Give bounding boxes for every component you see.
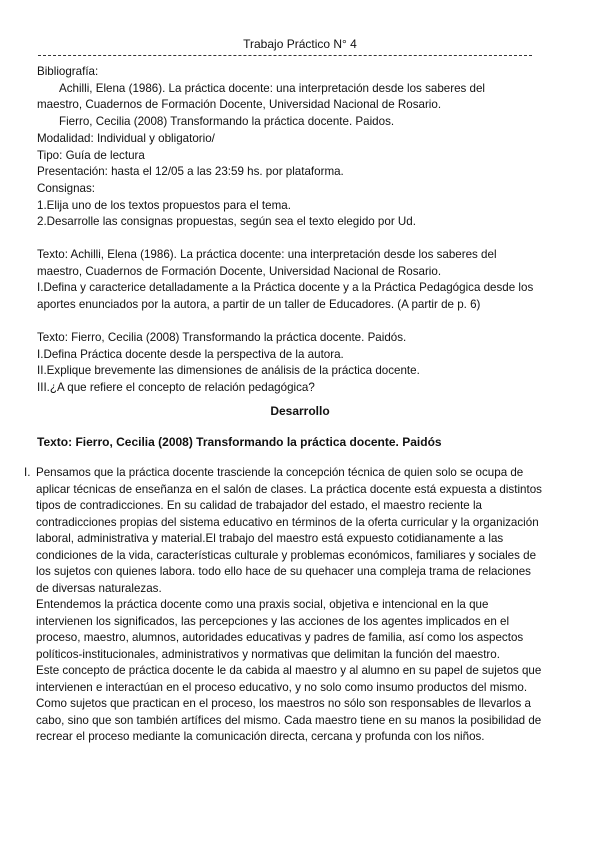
title-divider [38, 55, 532, 56]
instruction-line: aportes enunciados por la autora, a partir de un taller de Educadores. (A partir de p. 6) [37, 298, 481, 312]
header-line: Presentación: hasta el 12/05 a las 23:59 hs. por plataforma. [37, 165, 344, 179]
answer-line: laboral, administrativa y material.El trabajo del maestro está expuesto cotidianamente a las [36, 532, 504, 545]
development-title: Desarrollo [270, 404, 330, 418]
answer-line: Entendemos la práctica docente como una praxis social, objetiva e intencional en la que [36, 598, 489, 611]
answer-line: condiciones de la vida, características culturale y problemas económicos, familiares y sociales de [36, 548, 537, 562]
assignment-header [37, 64, 567, 397]
header-line: 2.Desarrolle las consignas propuestas, según sea el texto elegido por Ud. [37, 215, 416, 229]
header-line: Achilli, Elena (1986). La práctica docente: una interpretación desde los saberes del [59, 81, 486, 95]
answer-line: intervienen e interactúan en el proceso educativo, y no solo como insumo productos del mismo. [36, 680, 528, 694]
answer-line: intervienen los significados, las percepciones y las acciones de los agentes implicados en el [36, 614, 510, 628]
instruction-line: III.¿A que refiere el concepto de relación pedagógica? [37, 380, 315, 394]
answer-line: contradicciones propias del sistema educativo en términos de la oferta curricular y la organización [36, 515, 539, 529]
answer-line: Como sujetos que practican en el proceso, los maestros no sólo son responsables de llevarlos a [36, 697, 531, 710]
instruction-line: I.Defina Práctica docente desde la perspectiva de la autora. [37, 347, 344, 361]
answer-roman-numeral: I. [24, 466, 31, 479]
header-line: Consignas: [37, 181, 96, 195]
answer-block [24, 465, 584, 746]
answer-line: Este concepto de práctica docente le da cabida al maestro y al alumno en su papel de sujetos que [36, 664, 542, 677]
header-line: Modalidad: Individual y obligatorio/ [37, 131, 215, 145]
answer-line: proceso, maestro, alumnos, autoridades educativas y padres de familia, así como los aspectos [36, 631, 524, 644]
text1-instructions [37, 247, 567, 314]
instruction-line: II.Explique brevemente las dimensiones de análisis de la práctica docente. [37, 364, 420, 378]
answer-line: políticos-institucionales, administrativos y normativas que delimitan la función del maestro. [36, 647, 500, 661]
answer-line: cabo, sino que son también artífices del mismo. Cada maestro tiene en su manos la posibilidad de [36, 713, 542, 727]
header-line: Tipo: Guía de lectura [37, 148, 145, 162]
document-title: Trabajo Práctico N° 4 [243, 37, 357, 51]
answer-line: tipos de contradicciones. En su calidad de trabajador del estado, el maestro reciente la [36, 499, 482, 512]
answer-paragraphs [24, 465, 584, 746]
development-subtitle: Texto: Fierro, Cecilia (2008) Transformando la práctica docente. Paidós [37, 435, 442, 449]
header-line: Fierro, Cecilia (2008) Transformando la práctica docente. Paidos. [59, 115, 395, 129]
answer-line: aplicar técnicas de enseñanza en el salón de clases. La práctica docente está expuesta a distintos [36, 482, 542, 496]
answer-line: recrear el proceso mediante la comunicación directa, cercana y profunda con los niños. [36, 730, 485, 743]
header-line: Bibliografía: [37, 65, 99, 78]
answer-line: de diversas naturalezas. [36, 581, 162, 595]
instruction-line: Texto: Fierro, Cecilia (2008) Transformando la práctica docente. Paidós. [37, 330, 407, 344]
answer-line: Pensamos que la práctica docente trasciende la concepción técnica de quien solo se ocupa de [36, 466, 524, 479]
instruction-line: I.Defina y caracterice detalladamente a la Práctica docente y a la Práctica Pedagógica desde los [37, 281, 534, 295]
header-line: 1.Elija uno de los textos propuestos para el tema. [37, 198, 291, 212]
answer-line: los sujetos con quienes labora. todo ello hace de su quehacer una compleja trama de relaciones [36, 565, 531, 578]
text2-instructions [37, 330, 567, 397]
instruction-line: maestro, Cuadernos de Formación Docente, Universidad Nacional de Rosario. [37, 264, 442, 278]
header-line: maestro, Cuadernos de Formación Docente, Universidad Nacional de Rosario. [37, 98, 442, 112]
instruction-line: Texto: Achilli, Elena (1986). La práctica docente: una interpretación desde los saberes del [37, 248, 497, 262]
header-lines [37, 64, 567, 231]
